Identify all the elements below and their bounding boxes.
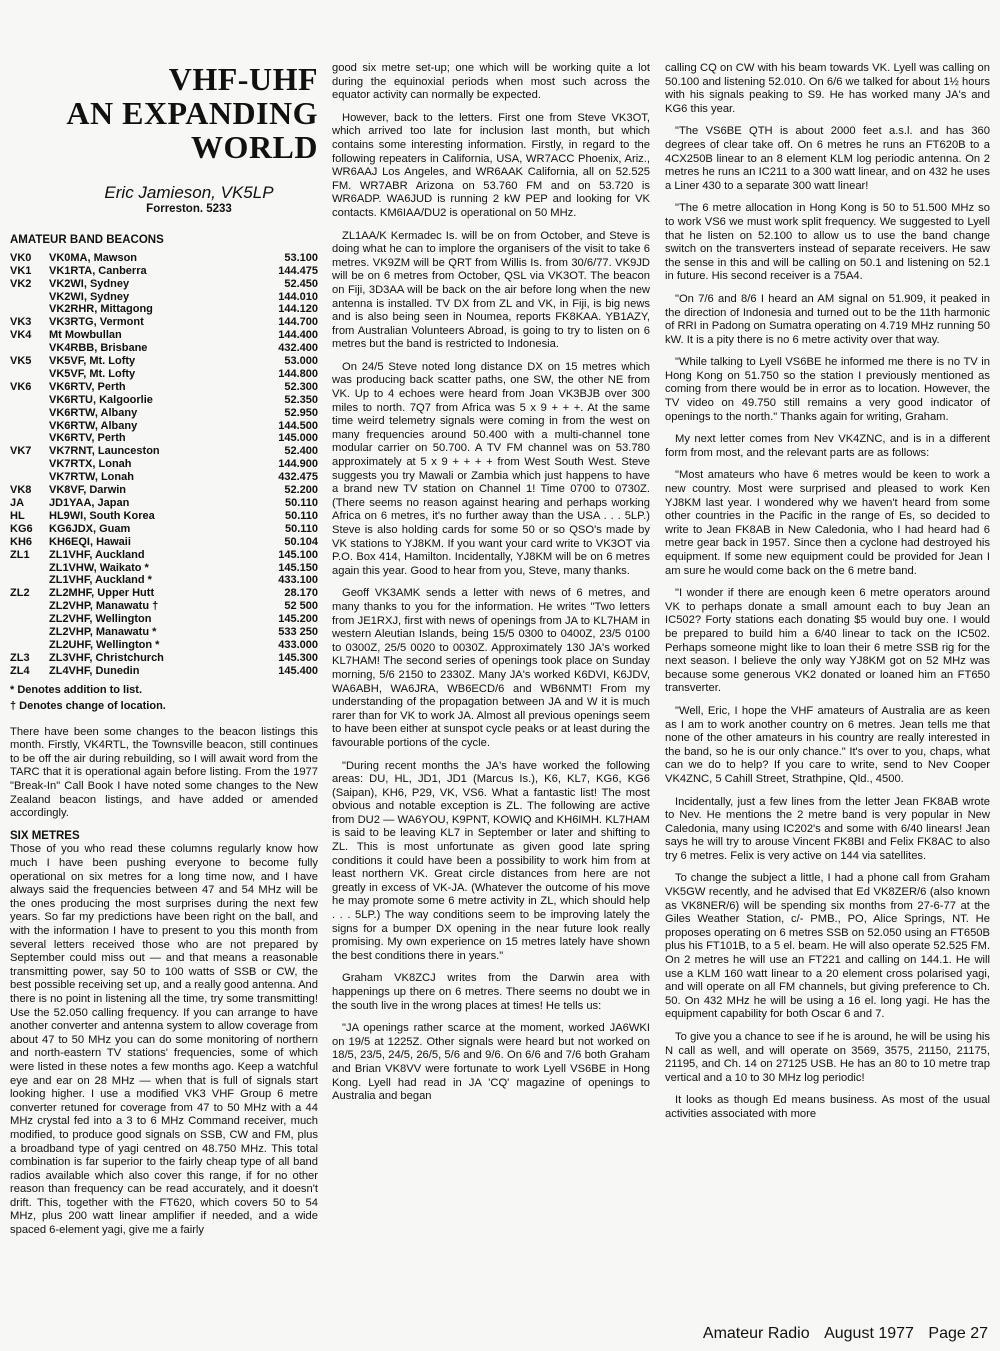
beacon-frequency: 52.300 bbox=[284, 380, 318, 393]
beacon-station: VK0MA, Mawson bbox=[49, 251, 138, 264]
beacon-station: ZL4VHF, Dunedin bbox=[49, 664, 140, 677]
body-paragraph: My next letter comes from Nev VK4ZNC, and is in a different form from most, and the relevant parts are as follows: bbox=[665, 433, 990, 459]
beacon-station: VK2WI, Sydney bbox=[49, 277, 130, 290]
beacon-frequency: 145.400 bbox=[278, 664, 318, 677]
beacon-area: VK1 bbox=[10, 264, 32, 277]
beacon-area: ZL3 bbox=[10, 651, 30, 664]
beacon-station: HL9WI, South Korea bbox=[49, 509, 155, 522]
beacon-station: KH6EQI, Hawaii bbox=[49, 535, 131, 548]
column-2 bbox=[332, 62, 650, 1113]
beacon-frequency: 28.170 bbox=[284, 587, 318, 600]
beacon-station: VK7RTX, Lonah bbox=[49, 458, 132, 471]
beacon-station: ZL2VHP, Manawatu † bbox=[49, 600, 159, 613]
beacon-area: KH6 bbox=[10, 535, 33, 548]
beacon-station: ZL2VHF, Wellington bbox=[49, 613, 152, 626]
column-1 bbox=[10, 62, 318, 1247]
body-paragraph: However, back to the letters. First one from Steve VK3OT, which arrived too late for inclusion last month, but which contains some interesting information. Firstly, in regard to the following repeaters in California, USA, WR7ACC Phoenix, Ariz., WR6AAJ Los Angeles, and WR6AAK California, all on 52.525 FM. WR7ABR Arizona on 53.760 FM and on 53.720 is WR6ADP. WA6JUD is running 2 kW PEP and looking for VK contacts. KM6IAA/DU2 is operational on 50 MHz. bbox=[332, 111, 650, 219]
beacon-station: ZL2UHF, Wellington * bbox=[49, 638, 160, 651]
body-paragraph: To change the subject a little, I had a phone call from Graham VK5GW recently, and he advised that Ed VK8ZER/6 (also known as VK8NER/6) will be spending six months from 27-6-77 at the Giles Weather Station, c/- PMB., PO, Alice Springs, NT. He proposes operating on 6 metres SSB on 52.050 using an FT650B plus his FT101B, to a 5 el. beam. He will also operate 52.525 FM. On 2 metres he will use an FT221 and calling on 144.1. He will use a KLM 160 watt linear to a 20 element cross polarised yagi, and will operate on all FM channels, but giving preference to Ch. 50. On 432 MHz he will be using a 16 el. long yagi. He has the equipment capability for both Oscar 6 and 7. bbox=[665, 872, 990, 1021]
beacon-station: VK2WI, Sydney bbox=[49, 290, 130, 303]
beacon-notes bbox=[10, 682, 318, 714]
beacon-area: KG6 bbox=[10, 522, 33, 535]
beacon-area: VK5 bbox=[10, 355, 32, 368]
beacon-station: JD1YAA, Japan bbox=[49, 497, 130, 509]
beacon-area: ZL1 bbox=[10, 548, 30, 561]
beacon-station: VK7RTW, Lonah bbox=[49, 471, 134, 484]
beacon-frequency: 50.104 bbox=[284, 535, 318, 548]
beacon-row bbox=[10, 355, 318, 368]
beacon-row bbox=[10, 497, 318, 510]
beacon-row bbox=[10, 562, 318, 575]
beacon-station: KG6JDX, Guam bbox=[49, 522, 131, 535]
beacon-frequency: 52.450 bbox=[284, 277, 318, 290]
beacon-row bbox=[10, 458, 318, 471]
intro-paragraph: There have been some changes to the beacon listings this month. Firstly, VK4RTL, the Townsville beacon, still continues to be off the air during rebuilding, so I will await word from the TARC that it is operational again before listing. From the 1977 "Break-In" Call Book I have noted some changes to the New Zealand beacon listings, and have added or amended accordingly. bbox=[10, 725, 318, 820]
beacon-area: VK3 bbox=[10, 316, 32, 329]
beacon-area bbox=[10, 420, 49, 433]
footer-magazine: Amateur Radio bbox=[702, 1325, 810, 1342]
beacon-row bbox=[10, 278, 318, 291]
beacon-area: JA bbox=[10, 497, 25, 509]
beacon-row bbox=[10, 394, 318, 407]
beacon-frequency: 144.400 bbox=[278, 329, 318, 342]
beacon-station: Mt Mowbullan bbox=[49, 329, 122, 342]
beacon-station: VK6RTV, Perth bbox=[49, 380, 126, 393]
beacon-area: VK2 bbox=[10, 277, 32, 290]
footer-page-number: Page 27 bbox=[928, 1325, 988, 1342]
body-paragraph: "Well, Eric, I hope the VHF amateurs of Australia are as keen as I am to work another country on 6 metres. Jean tells me that none of the other amateurs in his country are really interested in the band, so he is our only chance." It's over to you, chaps, what can we do to help? If you care to write, send to Nev Cooper VK4ZNC, 5 Cahill Street, Strathpine, Qld., 4500. bbox=[665, 704, 990, 785]
beacon-frequency: 433.100 bbox=[278, 574, 318, 587]
beacon-row bbox=[10, 536, 318, 549]
beacon-station: ZL2VHP, Manawatu * bbox=[49, 626, 157, 639]
author-location: Forreston. 5233 bbox=[146, 202, 232, 215]
body-paragraph: Graham VK8ZCJ writes from the Darwin area with happenings up there on 6 metres. There seems no doubt we in the south live in the wrong places at times! He tells us: bbox=[332, 972, 650, 1012]
beacon-station: ZL1VHF, Auckland bbox=[49, 548, 145, 561]
beacon-frequency: 144.700 bbox=[278, 316, 318, 329]
beacon-frequency: 433.000 bbox=[278, 638, 318, 651]
note-changed: † Denotes change of location. bbox=[10, 699, 166, 712]
beacon-frequency: 145.200 bbox=[278, 613, 318, 626]
beacon-row bbox=[10, 381, 318, 394]
column-3 bbox=[665, 62, 990, 1131]
beacon-row bbox=[10, 574, 318, 587]
beacon-frequency: 144.120 bbox=[278, 303, 318, 316]
body-paragraph: "During recent months the JA's have worked the following areas: DU, HL, JD1, JD1 (Marcus Is.), K6, KL7, KG6, KG6 (Saipan), KH6, P29, VK, VS6. What a fantastic list! The most obvious and notable exception is ZL. The following are active from DU2 — WA6YOU, K9PNT, KOWIQ and KH6IMH. KL7HAM is said to be leaving KL7 in September or later and shifting to ZL. This is most unfortunate as given good late spring conditions it could have been a possibility to work him from at least northern VK. Great circle distances from here are not greatly in excess of VK-JA. (Whatever the outcome of his move he may promote some 6 metre activity in ZL, which should help . . . 5LP.) The way conditions seem to be improving lately the signs for a bumper DX opening in the near future look really promising. My own experience on 15 metres lately have shown the best conditions there in years." bbox=[332, 759, 650, 962]
beacon-table-heading: AMATEUR BAND BEACONS bbox=[10, 234, 164, 247]
beacon-area bbox=[10, 432, 49, 445]
beacon-row bbox=[10, 665, 318, 678]
beacon-area bbox=[10, 291, 49, 304]
body-paragraph: "Most amateurs who have 6 metres would be keen to work a new country. Most were surprised and pleased to work Ken YJ8KM last year. I wondered why we haven't heard from some other countries in the Pacific in the range of Es, so decided to write to Jean FK8AB in New Caledonia, who I had heard had 6 metre gear back in 1957. Since then a cyclone had destroyed his equipment. If some new equipment could be provided for Jean I am sure he would come back on the 6 metre band. bbox=[665, 469, 990, 577]
body-paragraph: "While talking to Lyell VS6BE he informed me there is no TV in Hong Kong on 51.750 so the station I previously mentioned as coming from there would be in error as to location. However, the TV video on 49.750 still remains a very good indicator of openings to the north." Thanks again for writing, Graham. bbox=[665, 356, 990, 423]
beacon-station: ZL2MHF, Upper Hutt bbox=[49, 587, 155, 600]
beacon-station: VK1RTA, Canberra bbox=[49, 264, 147, 277]
beacon-frequency: 52.400 bbox=[284, 445, 318, 458]
title-line-3: WORLD bbox=[191, 129, 318, 165]
beacon-frequency: 52 500 bbox=[284, 600, 318, 613]
beacon-station: ZL1VHF, Auckland * bbox=[49, 574, 152, 587]
body-paragraph: good six metre set-up; one which will be working quite a lot during the equinoxial periods when most such across the equator activity can normally be expected. bbox=[332, 62, 650, 102]
beacon-frequency: 144.900 bbox=[278, 458, 318, 471]
beacon-station: VK3RTG, Vermont bbox=[49, 316, 144, 329]
beacon-frequency: 52.350 bbox=[284, 393, 318, 406]
body-paragraph: "The VS6BE QTH is about 2000 feet a.s.l. and has 360 degrees of clear take off. On 6 metres he runs an FT620B to a 4CX250B linear to an 8 element KLM log periodic antenna. On 2 metres he runs an IC211 to a 300 watt linear, and on 432 he uses a Liner 430 to a separate 300 watt linear! bbox=[665, 125, 990, 192]
body-paragraph: calling CQ on CW with his beam towards VK. Lyell was calling on 50.100 and listening 52.010. On 6/6 we talked for about 1½ hours with his signals peaking to S9. He has worked many JA's and KG6 this year. bbox=[665, 62, 990, 115]
body-paragraph: ZL1AA/K Kermadec Is. will be on from October, and Steve is doing what he can to implore the organisers of the visit to take 6 metres. VK9ZM will be QRT from Willis Is. from 30/6/77. VK9JD will be on 6 metres from October, QSL via VK3OT. The beacon on Fiji, 3D3AA will be back on the air before long when the new antenna is installed. TV DX from ZL and VK, in Fiji, is big news and is also being seen in Noumea, reports FK8KAA. YB1AZY, from Australian Volunteers Abroad, is going to try to listen on 6 metres but the band is restricted to Indonesia. bbox=[332, 229, 650, 351]
beacon-row bbox=[10, 368, 318, 381]
body-paragraph: "I wonder if there are enough keen 6 metre operators around VK to perhaps donate a small amount each to buy Jean an IC502? Forty stations each donating $5 would buy one. I would be prepared to build him a 6/40 linear to tack on the IC502. Perhaps someone might like to loan their 6 metre SSB rig for the next season. I believe the only way YJ8KM got on 52 MHz was because some generous VK2 donated or loaned him an FT650 transverter. bbox=[665, 587, 990, 695]
beacon-station: VK6RTW, Albany bbox=[49, 406, 138, 419]
beacon-station: VK6RTV, Perth bbox=[49, 432, 126, 445]
beacon-area: HL bbox=[10, 509, 25, 522]
beacon-frequency: 53.100 bbox=[284, 251, 318, 264]
beacon-frequency: 50.110 bbox=[284, 522, 318, 535]
beacon-area bbox=[10, 471, 49, 484]
beacon-area: VK4 bbox=[10, 329, 32, 342]
beacon-station: VK5VF, Mt. Lofty bbox=[49, 355, 136, 368]
beacon-station: VK8VF, Darwin bbox=[49, 484, 127, 497]
beacon-frequency: 145.300 bbox=[278, 651, 318, 664]
beacon-row bbox=[10, 445, 318, 458]
article-title bbox=[10, 62, 318, 164]
beacon-frequency: 145.100 bbox=[278, 548, 318, 561]
beacon-frequency: 533 250 bbox=[278, 626, 318, 639]
beacon-row bbox=[10, 471, 318, 484]
body-paragraph: "The 6 metre allocation in Hong Kong is 50 to 51.500 MHz so to work VS6 we must work split frequency. We suggested to Lyell that he listen on 52.100 to allow us to use the band change switch on the transverters instead of separate receivers. He saw the sense in this and will be calling on 50.1 and listening on 52.1 in future. His second receiver is a 75A4. bbox=[665, 202, 990, 283]
beacon-frequency: 145.000 bbox=[278, 432, 318, 445]
body-paragraph: It looks as though Ed means business. As most of the usual activities associated with more bbox=[665, 1094, 990, 1120]
beacon-rows bbox=[10, 252, 318, 678]
beacon-area: VK0 bbox=[10, 251, 32, 264]
beacon-row bbox=[10, 600, 318, 613]
beacon-row bbox=[10, 265, 318, 278]
beacon-row bbox=[10, 432, 318, 445]
beacon-area bbox=[10, 303, 49, 316]
beacon-frequency: 144.500 bbox=[278, 419, 318, 432]
beacon-frequency: 50.110 bbox=[284, 497, 318, 509]
beacon-frequency: 432.475 bbox=[278, 471, 318, 484]
beacon-area bbox=[10, 562, 49, 575]
beacon-area: VK8 bbox=[10, 484, 32, 497]
beacon-frequency: 145.150 bbox=[278, 561, 318, 574]
body-paragraph: "On 7/6 and 8/6 I heard an AM signal on 51.909, it peaked in the direction of Indonesia and turned out to be the 11th harmonic of RRI in Padong on Sumatra operating on 4.719 MHz running 50 kW. It is a pity there is no 6 metre activity over that way. bbox=[665, 292, 990, 346]
beacon-area bbox=[10, 394, 49, 407]
beacon-row bbox=[10, 626, 318, 639]
beacon-frequency: 52.200 bbox=[284, 484, 318, 497]
beacon-frequency: 144.010 bbox=[278, 290, 318, 303]
beacon-area bbox=[10, 626, 49, 639]
beacon-row bbox=[10, 316, 318, 329]
beacon-station: ZL3VHF, Christchurch bbox=[49, 651, 164, 664]
body-paragraph: To give you a chance to see if he is around, he will be using his N call as well, and will operate on 3569, 3575, 21150, 21175, 21195, and Ch. 14 on 27125 USB. He has an 80 to 10 metre trap vertical and a 10 to 30 MHz log periodic! bbox=[665, 1031, 990, 1084]
beacon-area bbox=[10, 574, 49, 587]
beacon-station: VK6RTU, Kalgoorlie bbox=[49, 393, 153, 406]
beacon-row bbox=[10, 303, 318, 316]
beacon-frequency: 144.475 bbox=[278, 264, 318, 277]
author-byline: Eric Jamieson, VK5LP bbox=[104, 183, 274, 202]
page-footer bbox=[693, 1325, 988, 1343]
beacon-row bbox=[10, 587, 318, 600]
beacon-area bbox=[10, 407, 49, 420]
beacon-area: ZL4 bbox=[10, 664, 30, 677]
beacon-row bbox=[10, 407, 318, 420]
six-metres-paragraph: Those of you who read these columns regularly know how much I have been pushing everyone to become fully operational on six metres for a long time now, and I have always said the frequencies between 47 and 54 MHz will be the ones producing the most surprises during the next few years. So far my predictions have been right on the ball, and with the information I have to present to you this month from several letters received those who are not prepared by September could miss out — and that means a reasonable transmitting power, say 50 to 100 watts of SSB or CW, the best possible receiving set up, and a really good antenna. And there is no point in listening all the time, try some transmitting! Use the 52.050 calling frequency. If you can arrange to have another converter and antenna system to allow coverage from about 47 to 50 MHz you can do some monitoring of northern and north-eastern TV stations' frequencies, some of which were listed in these notes a few months ago. Keep a watchful eye and ear on 28 MHz — when that is full of signals start looking higher. I use a modified VK3 VHF Group 6 metre converter retuned for coverage from 47 to 50 MHz with a 44 MHz crystal fed into a 3 to 6 MHz Command receiver, much modified, to produce good signals on SSB, CW and FM, plus a broadband type of yagi centred on 48.750 MHz. This total combination is far superior to the fairly cheap type of all band radios available which also cover this range, if for no other reason than frequency can be read accurately, and it doesn't drift. This, together with the FT620, which covers 50 to 54 MHz, plus 200 watt linear amplifier if needed, and a wide spaced 6-element yagi, give me a fairly bbox=[10, 843, 318, 1237]
beacon-row bbox=[10, 549, 318, 562]
beacon-row bbox=[10, 252, 318, 265]
body-paragraph: Incidentally, just a few lines from the letter Jean FK8AB wrote to Nev. He mentions the 2 metre band is very popular in New Caledonia, many using IC202's and some with 6/40 linears! Jean says he will try to arouse Vincent FK8BI and Felix FK8AC to also try 6 metres. Felix is very active on 144 via satellites. bbox=[665, 795, 990, 862]
beacon-row bbox=[10, 329, 318, 342]
beacon-station: VK6RTW, Albany bbox=[49, 419, 138, 432]
beacon-frequency: 53.000 bbox=[284, 355, 318, 368]
beacon-station: ZL1VHW, Waikato * bbox=[49, 561, 149, 574]
beacon-row bbox=[10, 613, 318, 626]
beacon-area bbox=[10, 458, 49, 471]
body-paragraph: Geoff VK3AMK sends a letter with news of 6 metres, and many thanks to you for the information. He writes "Two letters from JE1RXJ, first with news of openings from JA to KL7HAM in western Aleutian Islands, being 15/5 0300 to 0400Z, 23/5 0100 to 0300Z, 25/5 0020 to 0030Z. Approximately 130 JA's worked KL7HAM! The second series of openings took place on Sunday morning, 5/6 2150 to 2330Z. Many JA's worked K6DVI, K6JDV, WA6ABH, WA6JRA, WB6ECD/6 and WB6NMT! From my understanding of the propagation between JA and W it is much rarer than for VK to work JA. Almost all previous openings seem to have been either at sunspot cycle peaks or at least during the favourable portions of the cycle. bbox=[332, 587, 650, 749]
beacon-row bbox=[10, 510, 318, 523]
title-line-1: VHF-UHF bbox=[168, 61, 318, 97]
beacon-row bbox=[10, 342, 318, 355]
beacon-area bbox=[10, 600, 49, 613]
beacon-station: VK2RHR, Mittagong bbox=[49, 303, 153, 316]
beacon-table bbox=[10, 234, 318, 714]
title-line-2: AN EXPANDING bbox=[66, 95, 318, 131]
beacon-area bbox=[10, 368, 49, 381]
section-heading-six-metres: SIX METRES bbox=[10, 829, 80, 842]
beacon-station: VK5VF, Mt. Lofty bbox=[49, 367, 136, 380]
beacon-frequency: 52.950 bbox=[284, 406, 318, 419]
note-added: * Denotes addition to list. bbox=[10, 683, 143, 696]
beacon-area: VK7 bbox=[10, 445, 32, 458]
beacon-area bbox=[10, 639, 49, 652]
beacon-row bbox=[10, 420, 318, 433]
beacon-frequency: 144.800 bbox=[278, 367, 318, 380]
body-paragraph: "JA openings rather scarce at the moment, worked JA6WKI on 19/5 at 1225Z. Other signals were heard but not worked on 18/5, 23/5, 24/5, 26/5, 5/6 and 9/6. On 6/6 and 7/6 both Graham and Brian VK8VV were fortunate to work Lyell VS6BE in Hong Kong. Lyell had read in JA 'CQ' magazine of openings to Australia and began bbox=[332, 1022, 650, 1103]
beacon-row bbox=[10, 652, 318, 665]
beacon-row bbox=[10, 523, 318, 536]
beacon-station: VK7RNT, Launceston bbox=[49, 445, 160, 458]
beacon-row bbox=[10, 291, 318, 304]
body-paragraph: On 24/5 Steve noted long distance DX on 15 metres which was producing back scatter paths, one SW, the other NE from VK. Up to 4 echoes were heard from Joan VK3BJB over 300 miles to north. 7Q7 from Africa was 5 x 9 + + +. At the same time weird telemetry signals were coming in from the west on many frequencies around 50.400 with a multi-channel tone modular carrier on 50.700. A TV FM channel was on 53.780 approximately at 5 x 9 + + + + from West South West. Steve suggests you try Mawali or Zambia which just happens to have a brand new TV station on Channel 1! Time 0700 to 0730Z. (There seems no reason against hearing and perhaps working Africa on 6 metres, it's no further away than the USA . . . 5LP.) Steve is also holding cards for some 50 or so QSO's made by VK stations to YJ8KM. If you want your card write to VK3OT via P.O. Box 414, Hamilton. Incidentally, YJ8KM will be on 6 metres again this year. Good to hear from you, Steve, many thanks. bbox=[332, 360, 650, 577]
beacon-area: ZL2 bbox=[10, 587, 30, 600]
beacon-frequency: 432.400 bbox=[278, 342, 318, 355]
footer-issue: August 1977 bbox=[824, 1325, 914, 1342]
beacon-area bbox=[10, 342, 49, 355]
beacon-area: VK6 bbox=[10, 380, 32, 393]
beacon-area bbox=[10, 613, 49, 626]
beacon-row bbox=[10, 639, 318, 652]
beacon-frequency: 50.110 bbox=[284, 509, 318, 522]
beacon-row bbox=[10, 484, 318, 497]
beacon-station: VK4RBB, Brisbane bbox=[49, 342, 148, 355]
